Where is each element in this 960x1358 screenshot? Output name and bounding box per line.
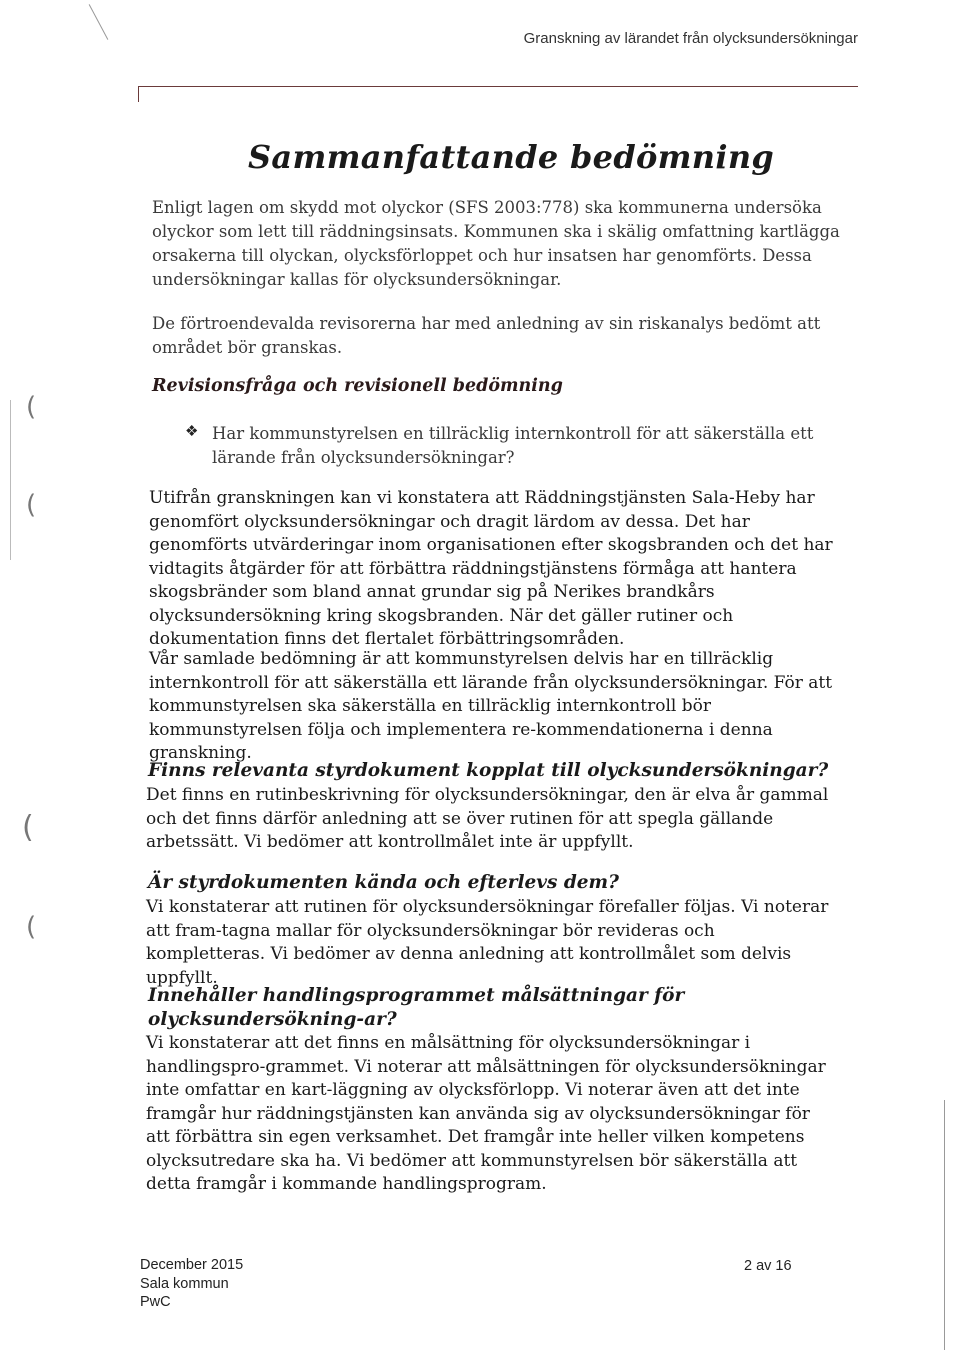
question-heading-3: Innehåller handlingsprogrammet målsättningar för olycksundersökning-ar? — [148, 985, 685, 1030]
scan-edge-line — [944, 1100, 945, 1350]
footer-auditor: PwC — [140, 1294, 171, 1310]
page-number: 2 av 16 — [744, 1258, 792, 1274]
header-rule — [138, 86, 858, 87]
footer-organisation: Sala kommun — [140, 1275, 229, 1292]
binder-mark: ( — [22, 810, 34, 845]
binder-mark: ( — [26, 490, 37, 520]
answer-paragraph-3: Vi konstaterar att det finns en målsättning för olycksundersökningar i handlingspro-grammet. Vi noterar att målsättningen för olycksundersökningar inte omfattar en kart-läggning av olycksförlopp. Vi noterar även att det inte framgår hur räddningstjänsten kan använda sig av olycksundersökningar för att förbättra sin egen verksamhet. Det framgår inte heller vilken kompetens olycksutredare ska ha. Vi bedömer att kommunstyrelsen bör säkerställa att detta framgår i kommande handlingsprogram. — [146, 1033, 826, 1194]
scan-stray-line — [89, 4, 109, 40]
answer-paragraph-1: Det finns en rutinbeskrivning för olycksundersökningar, den är elva år gammal och det finns därför anledning att se över rutinen för att spegla gällande arbetssätt. Vi bedömer att kontrollmålet inte är uppfyllt. — [146, 785, 829, 852]
revision-question-text: Har kommunstyrelsen en tillräcklig internkontroll för att säkerställa ett lärande från olycksundersökningar? — [212, 424, 814, 467]
overall-assessment-paragraph: Vår samlade bedömning är att kommunstyrelsen delvis har en tillräcklig internkontroll för att säkerställa ett lärande från olycksundersökningar. För att kommunstyrelsen ska säkerställa en tillräcklig internkontroll bör kommunstyrelsen följa och implementera re-kommendationerna i denna granskning. — [149, 649, 833, 763]
question-heading-2: Är styrdokumenten kända och efterlevs dem? — [148, 872, 619, 893]
binder-mark: ( — [26, 392, 37, 422]
binder-mark: ( — [26, 912, 37, 942]
scan-edge-line — [10, 400, 11, 560]
intro-paragraph-2: De förtroendevalda revisorerna har med anledning av sin riskanalys bedömt att området bör granskas. — [152, 314, 821, 357]
question-heading-1: Finns relevanta styrdokument kopplat till olycksundersökningar? — [148, 760, 829, 781]
page-title: Sammanfattande bedömning — [248, 138, 775, 176]
diamond-bullet-icon: ❖ — [185, 422, 199, 440]
intro-paragraph-1: Enligt lagen om skydd mot olyckor (SFS 2003:778) ska kommunerna undersöka olyckor som lett till räddningsinsats. Kommunen ska i skälig omfattning kartlägga orsakerna till olyckan, olycksförloppet och hur insatsen har genomförts. Dessa undersökningar kallas för olycksundersökningar. — [152, 198, 840, 289]
answer-paragraph-2: Vi konstaterar att rutinen för olycksundersökningar förefaller följas. Vi noterar att fram-tagna mallar för olycksundersökningar bör revideras och kompletteras. Vi bedömer av denna anledning att kontrollmålet som delvis uppfyllt. — [146, 897, 829, 988]
header-rule-tick — [138, 86, 139, 102]
revision-question-bullet — [185, 422, 845, 470]
running-header: Granskning av lärandet från olycksundersökningar — [523, 30, 858, 47]
revision-heading: Revisionsfråga och revisionell bedömning — [152, 376, 563, 396]
findings-paragraph: Utifrån granskningen kan vi konstatera att Räddningstjänsten Sala-Heby har genomfört olycksundersökningar och dragit lärdom av dessa. Det har genomförts utvärderingar inom organisationen efter skogsbranden och det har vidtagits åtgärder för att förbättra räddningstjänstens förmåga att hantera skogsbränder som bland annat grundar sig på Nerikes brandkårs olycksundersökning kring skogsbranden. När det gäller rutiner och dokumentation finns det flertalet förbättringsområden. — [149, 488, 833, 649]
footer-left — [140, 1256, 243, 1312]
footer-date: December 2015 — [140, 1257, 244, 1273]
